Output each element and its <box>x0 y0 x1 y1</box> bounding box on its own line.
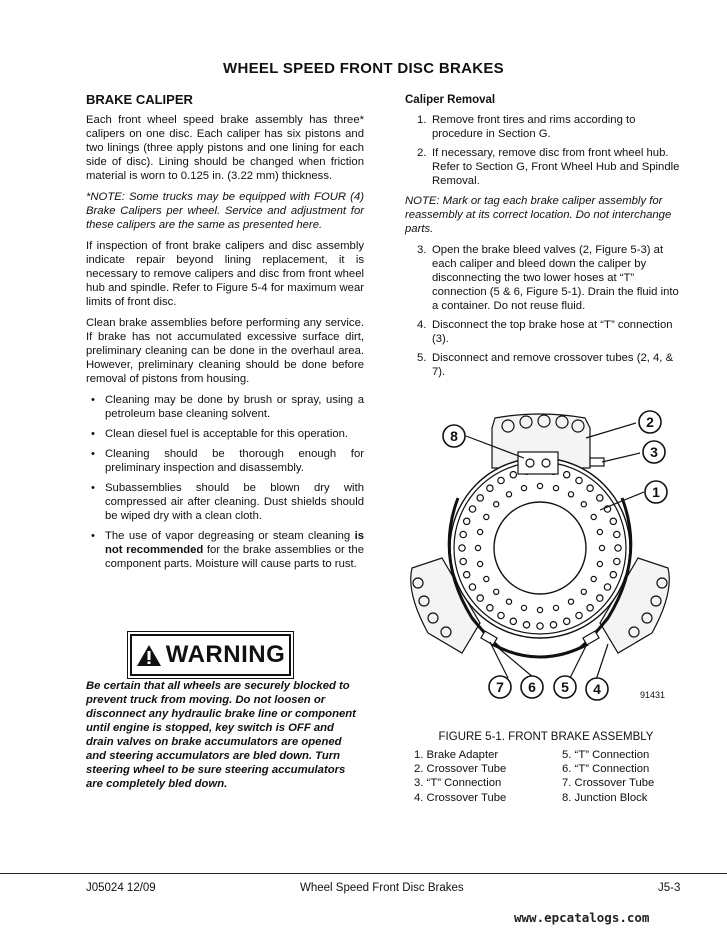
left-column <box>86 93 364 577</box>
legend-row <box>414 762 694 776</box>
bullet-item: • Subassemblies should be blown dry with compressed air after cleaning. Dust shields should be wiped dry with a clean cloth. <box>86 481 364 523</box>
step-number: 4. <box>417 319 427 331</box>
brake-assembly-figure <box>400 408 690 726</box>
legend-item: 3. “T” Connection <box>414 777 502 790</box>
footer-rule <box>0 873 727 874</box>
warning-text: Be certain that all wheels are securely blocked to prevent truck from moving. Do not loosen or disconnect any hydraulic brake line or component until engine is stopped, key switch is OFF and drain valves on brake accumulators are opened and steering accumulators are bled down. Turn steering wheel to be sure steering accumulators are completely bled down. <box>86 680 356 790</box>
figure-number: 91431 <box>640 690 666 700</box>
legend-item: 6. “T” Connection <box>562 763 650 776</box>
bullet-item <box>86 529 364 571</box>
step-list <box>405 113 684 188</box>
step-text: Disconnect and remove crossover tubes (2, 4, & 7). <box>432 352 674 378</box>
watermark: www.epcatalogs.com <box>514 910 650 925</box>
paragraph: Each front wheel speed brake assembly has three* calipers on one disc. Each caliper has six pistons and two linings (three apply pistons and one lining for each side of disc). Lining should be changed when friction material is worn to 0.125 in. (3.22 mm) thickness. <box>86 114 364 182</box>
bullet-list <box>86 393 364 571</box>
step-item <box>405 243 684 313</box>
page-title: WHEEL SPEED FRONT DISC BRAKES <box>223 60 504 77</box>
warning-triangle-icon <box>136 644 162 667</box>
bullet-text: The use of vapor degreasing or steam cleaning <box>105 530 355 542</box>
legend-item: 2. Crossover Tube <box>414 763 507 776</box>
figure-caption: FIGURE 5-1. FRONT BRAKE ASSEMBLY <box>438 731 654 743</box>
warning-label: WARNING <box>165 641 286 668</box>
callout-7: 7 <box>496 679 504 695</box>
legend-item: 4. Crossover Tube <box>414 791 507 804</box>
legend-item: 5. “T” Connection <box>562 749 650 761</box>
step-number: 3. <box>417 244 427 256</box>
bullet-item: • Clean diesel fuel is acceptable for this operation. <box>86 427 364 441</box>
callout-3: 3 <box>650 444 658 460</box>
step-number: 1. <box>417 114 427 126</box>
brake-disc <box>450 458 630 638</box>
step-text: Open the brake bleed valves (2, Figure 5-3) at each caliper and bleed down the caliper by disconnecting the two lower hoses at “T” connection (5 & 6, Figure 5-1). Drain the fluid into a container. Do not reuse fluid. <box>432 244 679 312</box>
legend-row <box>414 791 694 805</box>
junction-block <box>518 452 558 474</box>
legend-item: 8. Junction Block <box>562 791 648 804</box>
callout-5: 5 <box>561 679 569 695</box>
paragraph: If inspection of front brake calipers and disc assembly indicate repair beyond lining replacement, it is necessary to remove calipers and disc from front wheel hub and spindle. Refer to Figure 5-4 for maximum wear limits of front disc. <box>86 240 364 308</box>
bullet-emphasis: is not recommended <box>105 530 364 556</box>
legend-row <box>414 776 694 790</box>
note: *NOTE: Some trucks may be equipped with FOUR (4) Brake Calipers per wheel. Service and adjustment for these calipers are the same as presented here. <box>86 191 364 231</box>
legend-row <box>414 748 694 762</box>
figure-legend <box>414 748 694 805</box>
bullet-text: for the brake assemblies or the component parts. Moisture will cause parts to rust. <box>105 544 364 570</box>
step-text: Remove front tires and rims according to procedure in Section G. <box>432 114 636 140</box>
step-number: 2. <box>417 147 427 159</box>
callout-8: 8 <box>450 428 458 444</box>
step-text: If necessary, remove disc from front wheel hub. Refer to Section G, Front Wheel Hub and Spindle Removal. <box>432 147 680 187</box>
step-item <box>405 146 684 188</box>
paragraph: Clean brake assemblies before performing any service. If brake has not accumulated excessive surface dirt, preliminary cleaning can be done in the overhaul area. However, preliminary cleaning should be done before removal of pistons from housing. <box>86 317 364 385</box>
legend-item: 1. Brake Adapter <box>414 749 499 761</box>
callout-4: 4 <box>593 681 601 697</box>
note: NOTE: Mark or tag each brake caliper assembly for reassembly at its correct location. Do not interchange parts. <box>405 195 672 235</box>
step-text: Disconnect the top brake hose at “T” connection (3). <box>432 319 673 345</box>
legend-item: 7. Crossover Tube <box>562 777 655 790</box>
step-item <box>405 113 684 141</box>
step-list <box>405 243 684 379</box>
step-item <box>405 351 684 379</box>
callout-6: 6 <box>528 679 536 695</box>
callout-2: 2 <box>646 414 654 430</box>
footer-page-number: J5-3 <box>658 882 681 894</box>
bullet-item: • Cleaning may be done by brush or spray, using a petroleum base cleaning solvent. <box>86 393 364 421</box>
warning-box <box>130 634 291 676</box>
section-heading: BRAKE CALIPER <box>86 92 193 107</box>
footer-doc-id: J05024 12/09 <box>86 882 156 894</box>
footer-title: Wheel Speed Front Disc Brakes <box>300 882 464 894</box>
step-number: 5. <box>417 352 427 364</box>
sub-heading: Caliper Removal <box>405 94 496 106</box>
bullet-item: • Cleaning should be thorough enough for preliminary inspection and disassembly. <box>86 447 364 475</box>
step-item <box>405 318 684 346</box>
callout-1: 1 <box>652 484 660 500</box>
right-column <box>405 93 684 385</box>
